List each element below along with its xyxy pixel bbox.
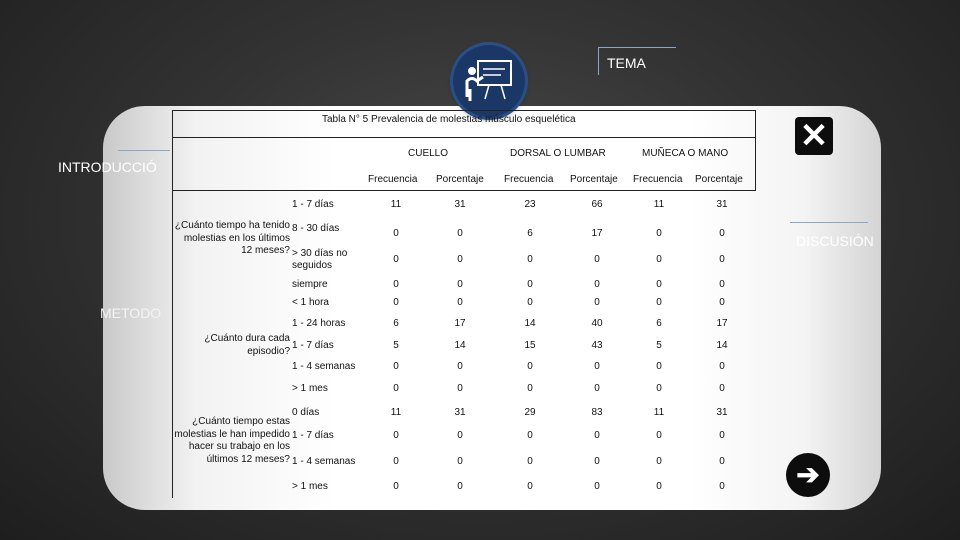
table-cell: 0 bbox=[457, 254, 463, 265]
table-cell: 43 bbox=[591, 340, 603, 351]
table-cell: 23 bbox=[524, 199, 536, 210]
table-cell: 0 bbox=[527, 383, 533, 394]
table-cell: 0 bbox=[656, 456, 662, 467]
table-cell: 0 bbox=[527, 279, 533, 290]
topic-badge[interactable] bbox=[453, 45, 525, 117]
subheader: Frecuencia bbox=[633, 174, 683, 185]
table-cell: 0 bbox=[719, 279, 725, 290]
table-cell: 0 bbox=[594, 297, 600, 308]
row-label: 0 días bbox=[292, 407, 320, 418]
table-cell: 0 bbox=[719, 228, 725, 239]
table-cell: 0 bbox=[393, 361, 399, 372]
row-label: > 1 mes bbox=[292, 383, 328, 394]
table-cell: 0 bbox=[527, 297, 533, 308]
group-header: DORSAL O LUMBAR bbox=[510, 148, 606, 159]
table-cell: 40 bbox=[591, 318, 603, 329]
subheader: Frecuencia bbox=[504, 174, 554, 185]
table-cell: 11 bbox=[390, 199, 402, 210]
table-cell: 0 bbox=[594, 456, 600, 467]
table-cell: 0 bbox=[719, 456, 725, 467]
table-cell: 0 bbox=[457, 297, 463, 308]
table-cell: 0 bbox=[393, 297, 399, 308]
table-cell: 0 bbox=[656, 254, 662, 265]
table-cell: 0 bbox=[393, 228, 399, 239]
topic-tema[interactable]: TEMA bbox=[607, 55, 646, 71]
table-cell: 0 bbox=[457, 361, 463, 372]
subheader: Porcentaje bbox=[436, 174, 484, 185]
table-cell: 5 bbox=[656, 340, 662, 351]
question-label: ¿Cuánto tiempo estas molestias le han impedido hacer su trabajo en los últimos 12 meses? bbox=[174, 416, 290, 465]
row-label: 1 - 7 días bbox=[292, 430, 334, 441]
table-cell: 66 bbox=[591, 199, 603, 210]
row-label: < 1 hora bbox=[292, 297, 329, 308]
row-label: 1 - 24 horas bbox=[292, 318, 346, 329]
table-cell: 0 bbox=[457, 456, 463, 467]
row-label: 8 - 30 días bbox=[292, 223, 340, 234]
table-cell: 0 bbox=[656, 430, 662, 441]
table-cell: 0 bbox=[393, 456, 399, 467]
table-cell: 31 bbox=[716, 407, 728, 418]
table-cell: 0 bbox=[719, 297, 725, 308]
table-cell: 0 bbox=[594, 430, 600, 441]
question-label: ¿Cuánto tiempo ha tenido molestias en los últimos 12 meses? bbox=[174, 220, 290, 256]
table-cell: 0 bbox=[594, 383, 600, 394]
row-label: 1 - 4 semanas bbox=[292, 361, 356, 372]
topic-discusion[interactable]: DISCUSIÓN bbox=[796, 233, 874, 249]
subheader: Porcentaje bbox=[695, 174, 743, 185]
table-cell: 0 bbox=[719, 383, 725, 394]
table-cell: 0 bbox=[527, 481, 533, 492]
table-cell: 0 bbox=[527, 361, 533, 372]
table-cell: 0 bbox=[393, 481, 399, 492]
table-cell: 11 bbox=[653, 407, 665, 418]
group-header: MUÑECA O MANO bbox=[642, 148, 729, 159]
table-cell: 11 bbox=[390, 407, 402, 418]
table-cell: 0 bbox=[393, 430, 399, 441]
table-cell: 14 bbox=[716, 340, 728, 351]
table-cell: 0 bbox=[527, 456, 533, 467]
row-label: 1 - 7 días bbox=[292, 199, 334, 210]
subheader: Frecuencia bbox=[368, 174, 418, 185]
tema-line bbox=[598, 47, 676, 48]
table-cell: 29 bbox=[524, 407, 536, 418]
table-cell: 0 bbox=[719, 361, 725, 372]
table-cell: 0 bbox=[457, 383, 463, 394]
table-cell: 0 bbox=[594, 481, 600, 492]
table-cell: 0 bbox=[457, 279, 463, 290]
topic-metodo[interactable]: METODO bbox=[100, 305, 162, 321]
table-cell: 0 bbox=[719, 481, 725, 492]
table-left-border bbox=[172, 136, 173, 498]
arrow-right-icon: ➔ bbox=[796, 459, 820, 490]
table-cell: 15 bbox=[524, 340, 536, 351]
table-cell: 0 bbox=[656, 228, 662, 239]
subheader: Porcentaje bbox=[570, 174, 618, 185]
table-cell: 0 bbox=[656, 297, 662, 308]
close-icon: ✕ bbox=[799, 117, 829, 155]
table-cell: 0 bbox=[527, 254, 533, 265]
row-label: siempre bbox=[292, 279, 328, 290]
table-cell: 0 bbox=[393, 383, 399, 394]
table-cell: 11 bbox=[653, 199, 665, 210]
group-header: CUELLO bbox=[408, 148, 449, 159]
discusion-line bbox=[790, 222, 868, 223]
topic-introduccion[interactable]: INTRODUCCIÓ bbox=[58, 159, 157, 175]
table-cell: 17 bbox=[454, 318, 466, 329]
table-cell: 14 bbox=[524, 318, 536, 329]
table-cell: 17 bbox=[591, 228, 603, 239]
tema-line-v bbox=[598, 47, 599, 75]
table-cell: 0 bbox=[656, 279, 662, 290]
table-cell: 5 bbox=[393, 340, 399, 351]
table-cell: 0 bbox=[719, 430, 725, 441]
next-button[interactable] bbox=[786, 453, 830, 497]
table-cell: 6 bbox=[656, 318, 662, 329]
table-cell: 0 bbox=[457, 481, 463, 492]
table-cell: 6 bbox=[527, 228, 533, 239]
table-title: Tabla N° 5 Prevalencia de molestias músculo esquelética bbox=[322, 114, 576, 125]
row-label: 1 - 4 semanas bbox=[292, 456, 356, 467]
table-cell: 0 bbox=[656, 481, 662, 492]
table-cell: 0 bbox=[656, 361, 662, 372]
presenter-board-icon bbox=[463, 55, 515, 107]
table-cell: 83 bbox=[591, 407, 603, 418]
intro-line bbox=[118, 150, 170, 151]
table-cell: 0 bbox=[457, 228, 463, 239]
table-cell: 0 bbox=[719, 254, 725, 265]
table-cell: 6 bbox=[393, 318, 399, 329]
table-cell: 14 bbox=[454, 340, 466, 351]
table-cell: 0 bbox=[527, 430, 533, 441]
prevalence-table bbox=[172, 110, 756, 498]
row-label: > 1 mes bbox=[292, 481, 328, 492]
row-label: 1 - 7 días bbox=[292, 340, 334, 351]
table-cell: 0 bbox=[393, 254, 399, 265]
question-label: ¿Cuánto dura cada episodio? bbox=[204, 333, 290, 357]
table-cell: 0 bbox=[594, 254, 600, 265]
table-cell: 31 bbox=[454, 407, 466, 418]
table-cell: 0 bbox=[393, 279, 399, 290]
table-cell: 31 bbox=[454, 199, 466, 210]
row-label: > 30 días no seguidos bbox=[292, 248, 348, 271]
table-cell: 0 bbox=[656, 383, 662, 394]
table-cell: 0 bbox=[594, 361, 600, 372]
table-cell: 17 bbox=[716, 318, 728, 329]
table-cell: 0 bbox=[457, 430, 463, 441]
table-cell: 31 bbox=[716, 199, 728, 210]
table-cell: 0 bbox=[594, 279, 600, 290]
close-button[interactable] bbox=[795, 117, 833, 155]
